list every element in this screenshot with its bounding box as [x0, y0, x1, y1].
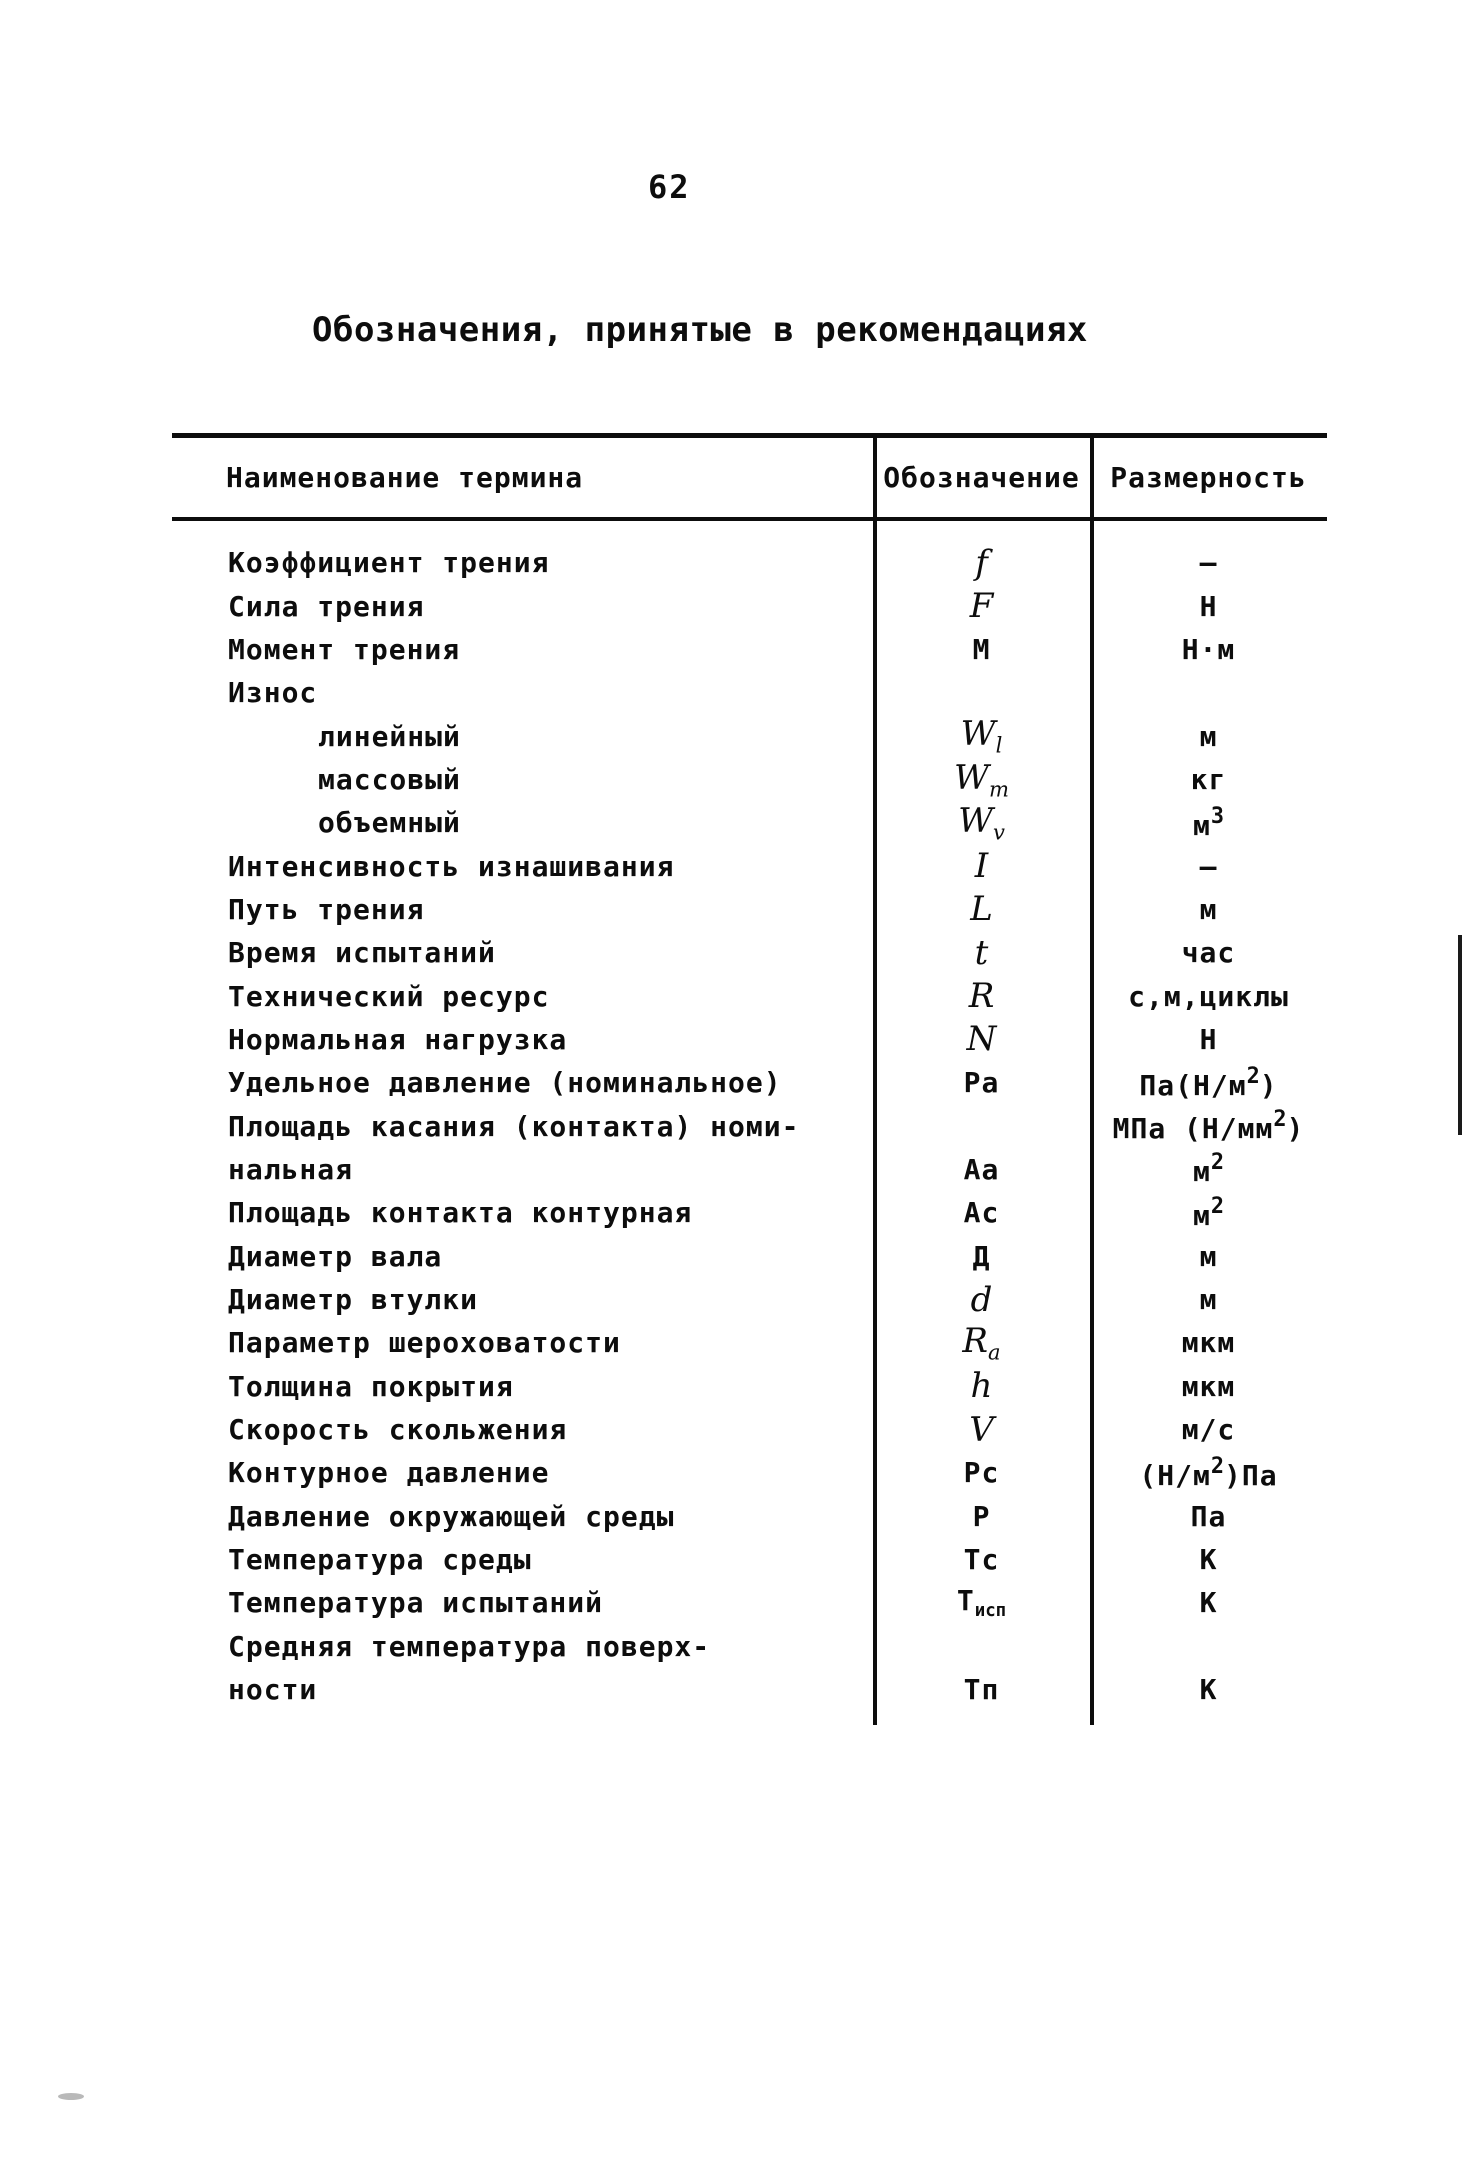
dimension-cell: мкм: [1181, 1326, 1236, 1360]
term-cell: массовый: [318, 762, 461, 796]
symbol-cell: V: [969, 1409, 994, 1450]
term-cell: Скорость скольжения: [228, 1413, 568, 1447]
page-title: Обозначения, принятые в рекомендациях: [312, 310, 1088, 350]
table-row: [172, 1278, 1327, 1321]
term-cell: Износ: [228, 676, 318, 710]
term-cell: Температура испытаний: [228, 1586, 604, 1620]
symbol-cell: $Т_{исп}$: [956, 1584, 1007, 1622]
table-row: [172, 1061, 1327, 1104]
symbol-cell: Ас: [963, 1196, 1000, 1230]
scan-artifact: [58, 2093, 84, 2100]
symbols-table: [172, 433, 1327, 1711]
symbol-cell: N: [966, 1019, 997, 1060]
term-cell: Время испытаний: [228, 936, 496, 970]
dimension-cell: м: [1199, 1239, 1218, 1273]
symbol-cell: Аа: [963, 1152, 1000, 1186]
page-number: 62: [648, 168, 691, 206]
dimension-cell: м/с: [1181, 1413, 1236, 1447]
dimension-cell: Н·м: [1181, 632, 1236, 666]
table-row: [172, 1625, 1327, 1668]
table-row: [172, 628, 1327, 671]
table-divider-1: [873, 433, 877, 1725]
symbol-cell: I: [974, 846, 989, 887]
table-row: [172, 584, 1327, 627]
symbol-cell: h: [970, 1366, 993, 1407]
term-cell: ности: [228, 1673, 318, 1707]
term-cell: Толщина покрытия: [228, 1369, 514, 1403]
table-row: [172, 801, 1327, 844]
term-cell: Путь трения: [228, 892, 425, 926]
term-cell: Нормальная нагрузка: [228, 1022, 568, 1056]
dimension-cell: $м^2$: [1192, 1150, 1224, 1189]
dimension-cell: $м^2$: [1192, 1193, 1224, 1232]
dimension-cell: мкм: [1181, 1369, 1236, 1403]
dimension-cell: Па: [1190, 1499, 1227, 1533]
symbol-cell: М: [972, 632, 991, 666]
dimension-cell: К: [1199, 1586, 1218, 1620]
scan-artifact: [1458, 935, 1462, 1135]
term-cell: Момент трения: [228, 632, 461, 666]
term-cell: Контурное давление: [228, 1456, 550, 1490]
column-header-dimension: Размерность: [1110, 461, 1307, 494]
symbol-cell: Тс: [963, 1543, 1000, 1577]
symbol-cell: L: [970, 889, 993, 930]
table-row: [172, 888, 1327, 931]
symbol-cell: d: [970, 1279, 993, 1320]
table-row: [172, 1668, 1327, 1711]
table-row: [172, 1018, 1327, 1061]
table-row: [172, 931, 1327, 974]
table-row: [172, 974, 1327, 1017]
term-cell: Интенсивность изнашивания: [228, 849, 675, 883]
table-header-row: [172, 438, 1327, 521]
table-row: [172, 758, 1327, 801]
symbol-cell: Тп: [963, 1673, 1000, 1707]
dimension-cell: –: [1199, 849, 1218, 883]
dimension-cell: –: [1199, 546, 1218, 580]
table-row: [172, 1191, 1327, 1234]
term-cell: Диаметр втулки: [228, 1283, 479, 1317]
table-row: [172, 1581, 1327, 1624]
table-body: [172, 521, 1327, 1711]
symbol-cell: Р: [972, 1499, 991, 1533]
symbol-cell: $W_v$: [958, 801, 1005, 845]
table-row: [172, 844, 1327, 887]
dimension-cell: $м^3$: [1192, 803, 1224, 842]
symbol-cell: F: [969, 586, 994, 627]
dimension-cell: час: [1181, 936, 1236, 970]
symbol-cell: $W_l$: [960, 714, 1003, 758]
term-cell: Площадь касания (контакта) номи-: [228, 1109, 800, 1143]
table-row: [172, 1495, 1327, 1538]
dimension-cell: МПа $(Н/мм^2)$: [1112, 1107, 1305, 1146]
dimension-cell: м: [1199, 892, 1218, 926]
term-cell: Средняя температура поверх-: [228, 1629, 711, 1663]
dimension-cell: $Па(Н/м^2)$: [1139, 1063, 1278, 1102]
symbol-cell: Д: [972, 1239, 991, 1273]
symbol-cell: $W_m$: [954, 757, 1009, 802]
term-cell: линейный: [318, 719, 461, 753]
symbol-cell: t: [974, 932, 989, 973]
term-cell: Площадь контакта контурная: [228, 1196, 693, 1230]
term-cell: Сила трения: [228, 589, 425, 623]
table-row: [172, 671, 1327, 714]
term-cell: Параметр шероховатости: [228, 1326, 621, 1360]
table-row: [172, 541, 1327, 584]
dimension-cell: кг: [1190, 762, 1227, 796]
dimension-cell: Н: [1199, 1022, 1218, 1056]
dimension-cell: К: [1199, 1543, 1218, 1577]
term-cell: Технический ресурс: [228, 979, 550, 1013]
dimension-cell: м: [1199, 719, 1218, 753]
dimension-cell: с,м,циклы: [1128, 979, 1289, 1013]
table-row: [172, 1104, 1327, 1147]
term-cell: объемный: [318, 806, 461, 840]
table-row: [172, 1148, 1327, 1191]
dimension-cell: $(Н/м^2)Па$: [1139, 1453, 1278, 1492]
dimension-cell: Н: [1199, 589, 1218, 623]
table-row: [172, 714, 1327, 757]
symbol-cell: Ра: [963, 1066, 1000, 1100]
column-header-symbol: Обозначение: [883, 461, 1080, 494]
term-cell: Давление окружающей среды: [228, 1499, 675, 1533]
term-cell: Удельное давление (номинальное): [228, 1066, 782, 1100]
table-row: [172, 1235, 1327, 1278]
symbol-cell: Рс: [963, 1456, 1000, 1490]
symbol-cell: $R_a$: [962, 1321, 1001, 1365]
symbol-cell: R: [968, 976, 995, 1017]
table-row: [172, 1365, 1327, 1408]
term-cell: Коэффициент трения: [228, 546, 550, 580]
table-row: [172, 1321, 1327, 1364]
column-header-term: Наименование термина: [226, 461, 584, 494]
term-cell: нальная: [228, 1152, 354, 1186]
dimension-cell: м: [1199, 1283, 1218, 1317]
dimension-cell: К: [1199, 1673, 1218, 1707]
table-row: [172, 1408, 1327, 1451]
term-cell: Температура среды: [228, 1543, 532, 1577]
table-divider-2: [1090, 433, 1094, 1725]
term-cell: Диаметр вала: [228, 1239, 443, 1273]
symbol-cell: f: [975, 542, 988, 583]
table-row: [172, 1538, 1327, 1581]
table-row: [172, 1451, 1327, 1494]
